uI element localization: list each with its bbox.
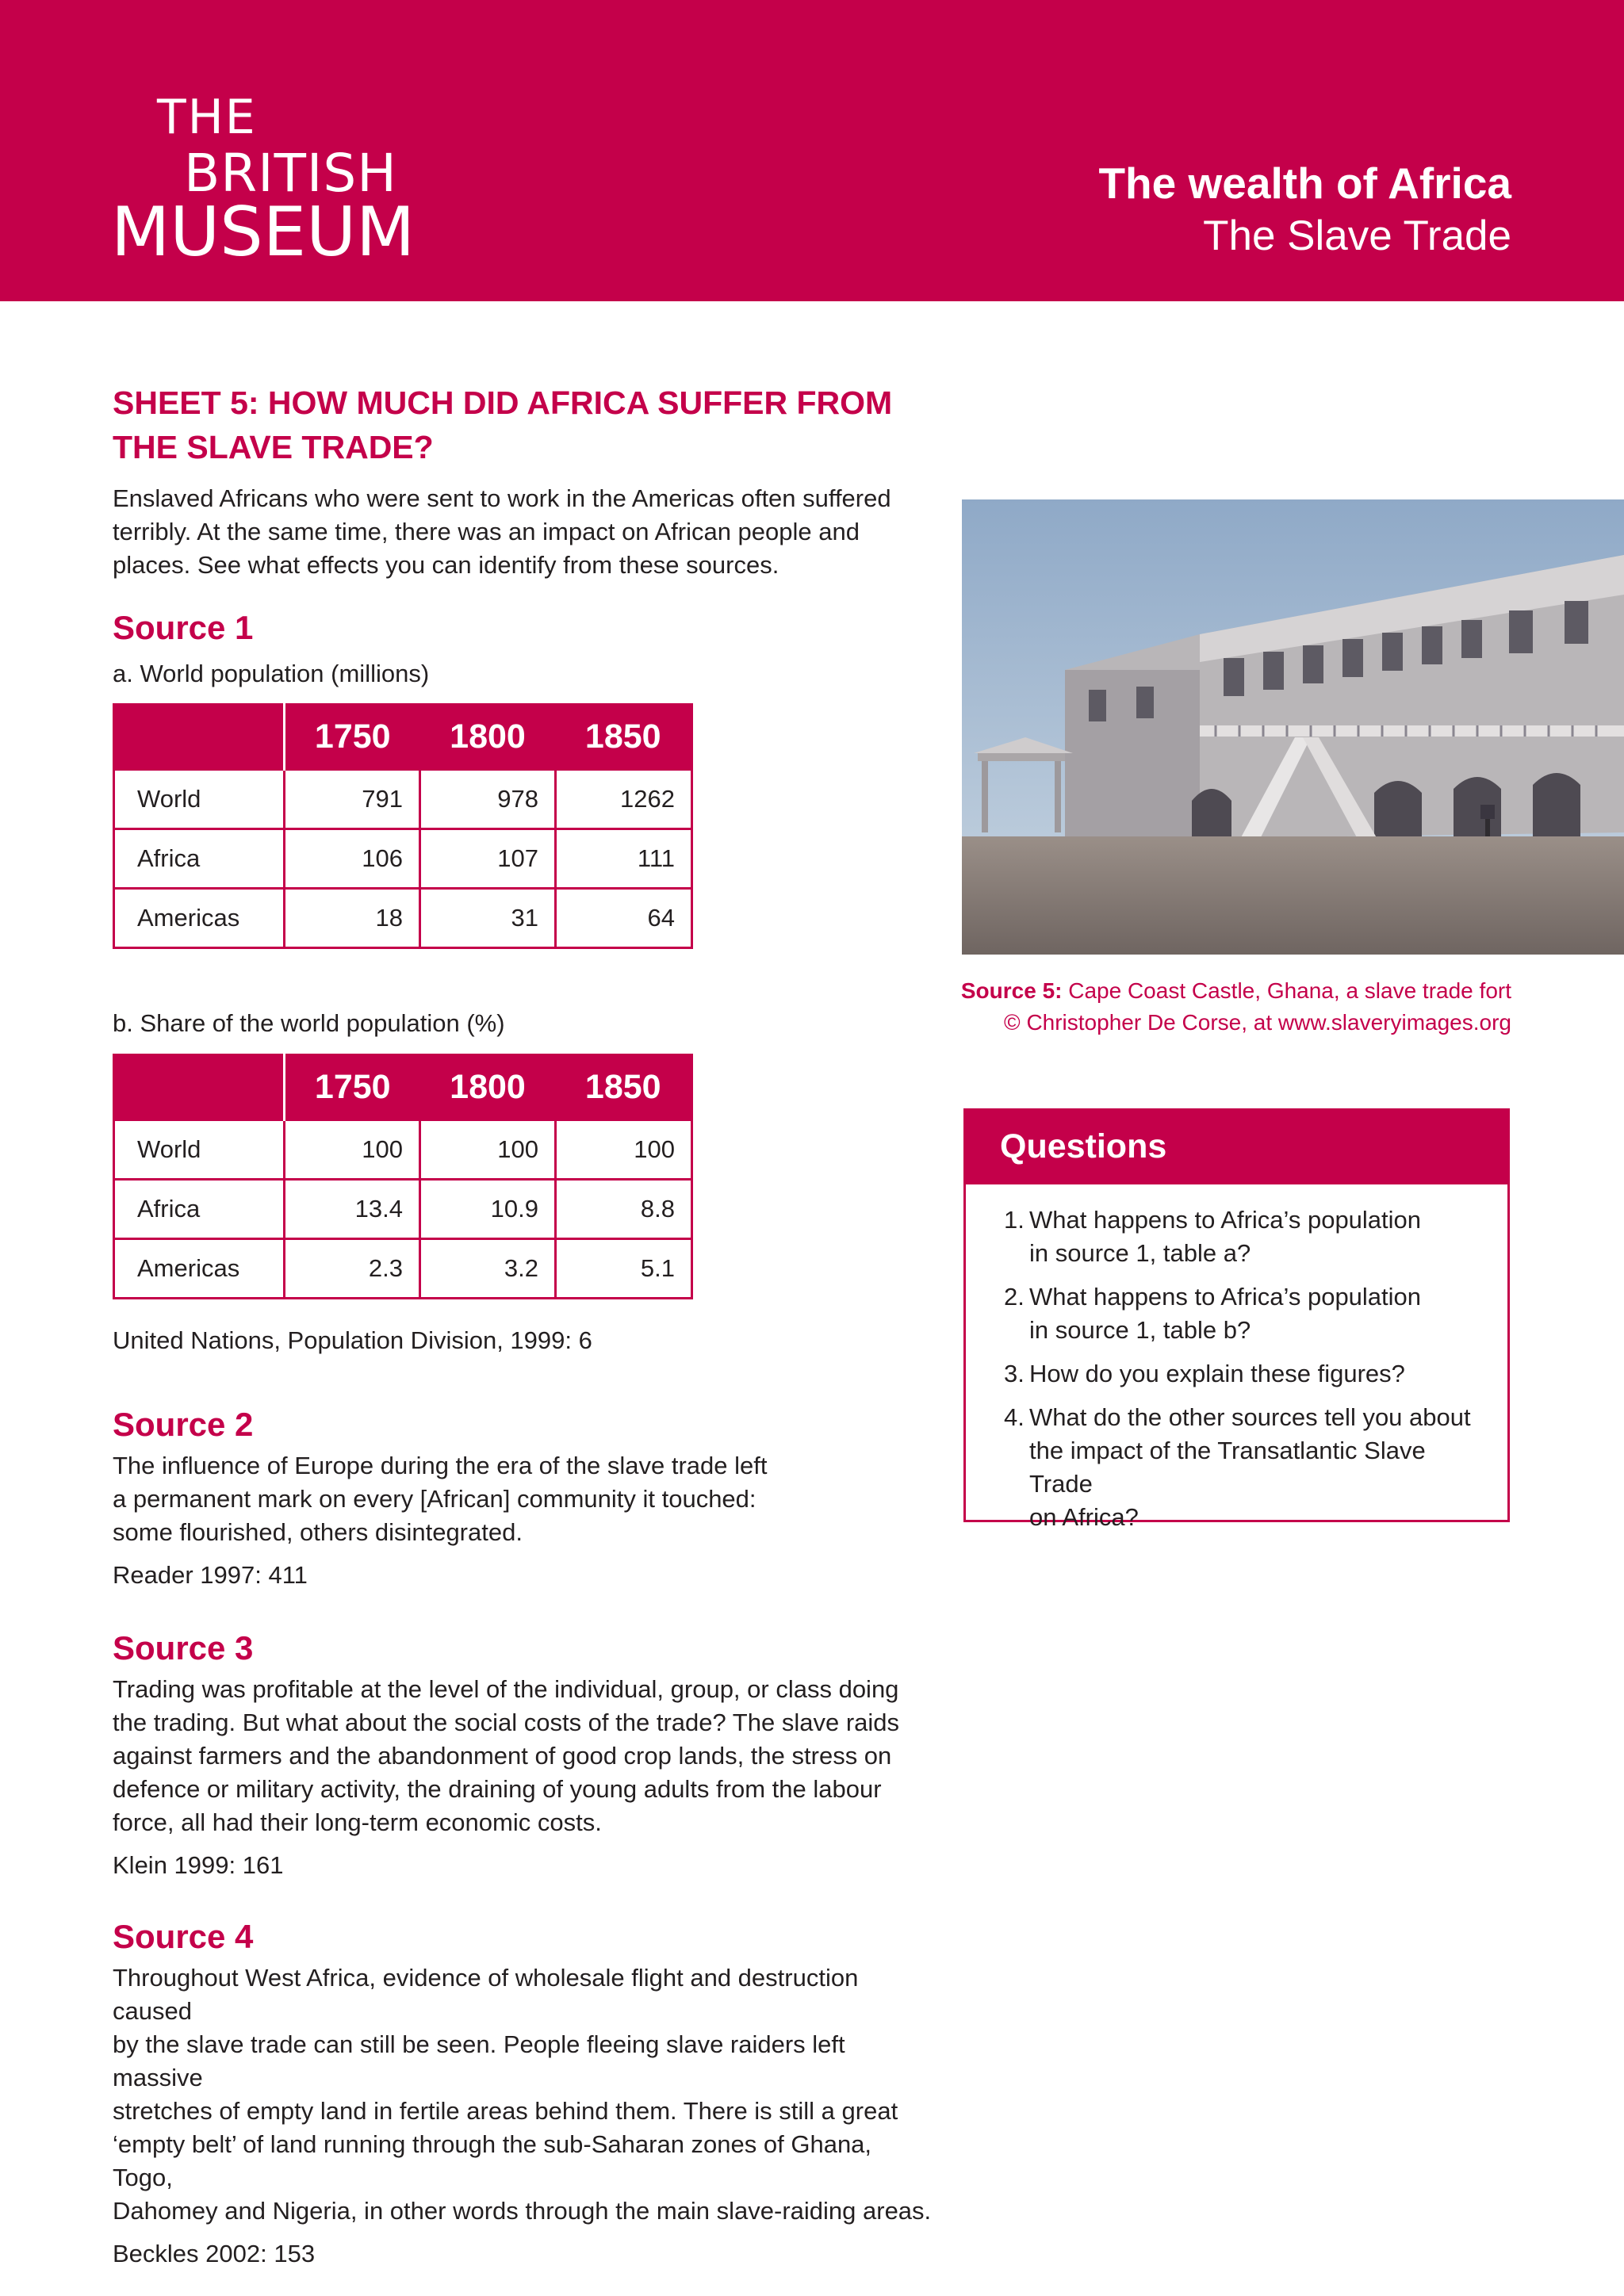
cape-coast-castle-photo <box>962 499 1624 955</box>
population-table-b <box>113 1054 693 1299</box>
table-cell: 64 <box>556 889 692 948</box>
table-cell: 5.1 <box>556 1239 692 1299</box>
table-row <box>114 829 692 889</box>
row-label: Africa <box>114 1180 285 1239</box>
table-header-cell: 1800 <box>420 1055 556 1120</box>
question-item <box>1004 1203 1492 1270</box>
table-cell: 8.8 <box>556 1180 692 1239</box>
questions-list <box>966 1184 1507 1534</box>
caption-label: Source 5: <box>960 978 1063 1003</box>
source-3-block <box>113 1628 937 1882</box>
question-line: How do you explain these figures? <box>1029 1360 1405 1387</box>
question-number: 1. <box>1004 1206 1025 1234</box>
table-cell: 100 <box>556 1120 692 1180</box>
table-row <box>114 1120 692 1180</box>
intro-line: places. See what effects you can identify from these sources. <box>113 551 779 579</box>
table-row <box>114 770 692 829</box>
row-label: Americas <box>114 889 285 948</box>
table-cell: 2.3 <box>285 1239 420 1299</box>
table-header-cell: 1850 <box>556 1055 692 1120</box>
table-b-label: b. Share of the world population (%) <box>113 1009 505 1037</box>
question-text <box>1029 1357 1492 1391</box>
questions-box <box>963 1108 1510 1531</box>
quote-line: Dahomey and Nigeria, in other words through the main slave-raiding areas. <box>113 2197 932 2225</box>
source-4-citation: Beckles 2002: 153 <box>113 2240 316 2267</box>
question-line: What happens to Africa’s population <box>1029 1206 1422 1234</box>
caption-line <box>961 975 1511 1007</box>
sheet-title-line-2: THE SLAVE TRADE? <box>113 429 434 465</box>
table-cell: 18 <box>285 889 420 948</box>
table-header-row <box>114 705 692 770</box>
table-cell: 791 <box>285 770 420 829</box>
table-cell: 10.9 <box>420 1180 556 1239</box>
intro-line: Enslaved Africans who were sent to work in the Americas often suffered <box>113 484 891 512</box>
table-cell: 100 <box>420 1120 556 1180</box>
table-a-label: a. World population (millions) <box>113 660 430 687</box>
header-title: The wealth of Africa <box>1098 159 1511 208</box>
source-4-heading: Source 4 <box>113 1918 254 1955</box>
question-number: 4. <box>1004 1403 1025 1431</box>
quote-line: a permanent mark on every [African] community it touched: <box>113 1485 756 1513</box>
table-cell: 1262 <box>556 770 692 829</box>
source-2-citation: Reader 1997: 411 <box>113 1561 308 1589</box>
table-header-cell: 1850 <box>556 705 692 770</box>
table-header-row <box>114 1055 692 1120</box>
quote-line: The influence of Europe during the era of the slave trade left <box>113 1452 768 1479</box>
row-label: Americas <box>114 1239 285 1299</box>
source-2-block <box>113 1405 929 1592</box>
row-label: World <box>114 770 285 829</box>
photo-credit: © Christopher De Corse, at www.slaveryimages.org <box>1004 1010 1511 1035</box>
left-column <box>113 381 929 582</box>
logo-line-the: THE <box>157 90 257 145</box>
quote-line: the trading. But what about the social costs of the trade? The slave raids <box>113 1709 900 1736</box>
question-line: the impact of the Transatlantic Slave Trade <box>1029 1437 1426 1498</box>
table-header-cell: 1750 <box>285 1055 420 1120</box>
question-number: 3. <box>1004 1360 1025 1387</box>
table-row <box>114 889 692 948</box>
header-subtitle: The Slave Trade <box>1203 212 1511 259</box>
table-header-cell <box>114 705 285 770</box>
quote-line: stretches of empty land in fertile areas behind them. There is still a great <box>113 2097 898 2125</box>
source-4-block <box>113 1917 937 2271</box>
table-cell: 106 <box>285 829 420 889</box>
question-line: What happens to Africa’s population <box>1029 1283 1422 1311</box>
intro-paragraph <box>113 482 929 582</box>
source-1-citation: United Nations, Population Division, 1999: 6 <box>113 1326 592 1354</box>
table-cell: 3.2 <box>420 1239 556 1299</box>
table-cell: 13.4 <box>285 1180 420 1239</box>
sheet-title <box>113 381 929 469</box>
quote-line: Throughout West Africa, evidence of wholesale flight and destruction caused <box>113 1964 859 2025</box>
caption-text: Cape Coast Castle, Ghana, a slave trade fort <box>1062 978 1511 1003</box>
logo-line-british: BRITISH <box>184 143 397 204</box>
quote-line: defence or military activity, the draining of young adults from the labour <box>113 1775 882 1803</box>
quote-line: force, all had their long-term economic costs. <box>113 1808 602 1836</box>
table-row <box>114 1180 692 1239</box>
header-title-block <box>1098 157 1511 263</box>
table-cell: 978 <box>420 770 556 829</box>
british-museum-logo <box>111 90 416 272</box>
table-cell: 31 <box>420 889 556 948</box>
quote-line: Trading was profitable at the level of the individual, group, or class doing <box>113 1675 899 1703</box>
question-item <box>1004 1357 1492 1391</box>
source-2-quote <box>113 1449 929 1549</box>
source-3-quote <box>113 1673 937 1839</box>
sheet-title-line-1: SHEET 5: HOW MUCH DID AFRICA SUFFER FROM <box>113 385 893 421</box>
row-label: World <box>114 1120 285 1180</box>
source-3-citation: Klein 1999: 161 <box>113 1851 284 1879</box>
question-item <box>1004 1280 1492 1347</box>
source-3-heading: Source 3 <box>113 1629 254 1667</box>
source-1-heading: Source 1 <box>113 609 254 646</box>
population-table-a <box>113 703 693 949</box>
source-2-heading: Source 2 <box>113 1406 254 1443</box>
table-row <box>114 1239 692 1299</box>
table-cell: 107 <box>420 829 556 889</box>
quote-line: some flourished, others disintegrated. <box>113 1518 523 1546</box>
row-label: Africa <box>114 829 285 889</box>
intro-line: terribly. At the same time, there was an impact on African people and <box>113 518 860 545</box>
header-banner <box>0 0 1624 301</box>
table-cell: 111 <box>556 829 692 889</box>
table-cell: 100 <box>285 1120 420 1180</box>
question-text <box>1029 1203 1492 1270</box>
question-item <box>1004 1401 1492 1534</box>
logo-line-museum: MUSEUM <box>111 193 416 272</box>
question-text <box>1029 1280 1492 1347</box>
question-line: in source 1, table a? <box>1029 1239 1251 1267</box>
table-header-cell <box>114 1055 285 1120</box>
table-header-cell: 1800 <box>420 705 556 770</box>
castle-illustration <box>962 499 1624 955</box>
quote-line: ‘empty belt’ of land running through the sub-Saharan zones of Ghana, Togo, <box>113 2130 872 2191</box>
question-number: 2. <box>1004 1283 1025 1311</box>
source-5-caption <box>961 975 1511 1039</box>
question-line: What do the other sources tell you about <box>1029 1403 1471 1431</box>
question-line: in source 1, table b? <box>1029 1316 1251 1344</box>
question-line: on Africa? <box>1029 1503 1139 1531</box>
quote-line: by the slave trade can still be seen. People fleeing slave raiders left massive <box>113 2030 845 2091</box>
question-text <box>1029 1401 1492 1534</box>
source-4-quote <box>113 1961 937 2228</box>
quote-line: against farmers and the abandonment of good crop lands, the stress on <box>113 1742 892 1770</box>
table-header-cell: 1750 <box>285 705 420 770</box>
questions-heading: Questions <box>963 1108 1510 1184</box>
